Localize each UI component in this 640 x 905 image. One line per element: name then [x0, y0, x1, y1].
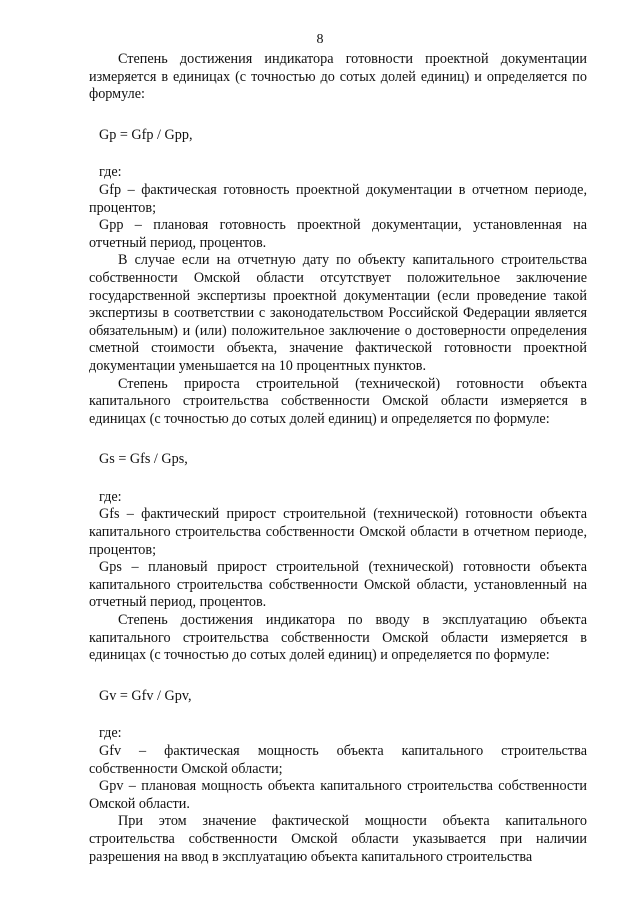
definition-gps: Gps – плановый прирост строительной (технической) готовности объекта капитального строительства собственности Омской области, установленный на отчетный период, процентов.	[89, 559, 587, 611]
paragraph-construction-growth: Степень прироста строительной (технической) готовности объекта капитального строительства собственности Омской области измеряется в единицах (с точностью до сотых долей единиц) и определяется по формуле:	[89, 375, 587, 427]
definition-gfp: Gfp – фактическая готовность проектной документации в отчетном периоде, процентов;	[89, 181, 587, 216]
paragraph-indicator-design-docs: Степень достижения индикатора готовности проектной документации измеряется в единицах (с точностью до сотых долей единиц) и определяется по формуле:	[89, 51, 587, 103]
where-label: где:	[99, 725, 122, 742]
document-body	[89, 51, 587, 866]
page-number: 8	[316, 32, 324, 47]
definition-gpp: Gpp – плановая готовность проектной документации, установленная на отчетный период, процентов.	[89, 217, 587, 251]
formula-gs: Gs = Gfs / Gps,	[99, 451, 188, 468]
definition-gfs: Gfs – фактический прирост строительной (технической) готовности объекта капитального строительства собственности Омской области в отчетном периоде, процентов;	[89, 506, 587, 558]
definition-gpv: Gpv – плановая мощность объекта капитального строительства собственности Омской области.	[89, 778, 587, 812]
where-label: где:	[99, 488, 122, 505]
where-label: где:	[99, 164, 122, 181]
definition-gfv: Gfv – фактическая мощность объекта капитального строительства собственности Омской области;	[89, 743, 587, 777]
paragraph-commissioning-indicator: Степень достижения индикатора по вводу в эксплуатацию объекта капитального строительства собственности Омской области измеряется в единицах (с точностью до сотых долей единиц) и определяется по формуле:	[89, 612, 587, 664]
formula-gv: Gv = Gfv / Gpv,	[99, 687, 192, 704]
formula-gp: Gp = Gfp / Gpp,	[99, 126, 193, 143]
paragraph-expertise-condition: В случае если на отчетную дату по объекту капитального строительства собственности Омской области отсутствует положительное заключение государственной экспертизы проектной документации (если проведение такой экспертизы в соответствии с законодательством Российской Федерации является обязательным) и (или) положительное заключение о достоверности определения сметной стоимости объекта, значение фактической готовности проектной документации уменьшается на 10 процентных пунктов.	[89, 252, 587, 374]
paragraph-actual-capacity: При этом значение фактической мощности объекта капитального строительства собственности Омской области указывается при наличии разрешения на ввод в эксплуатацию объекта капитального строительства	[89, 813, 587, 865]
